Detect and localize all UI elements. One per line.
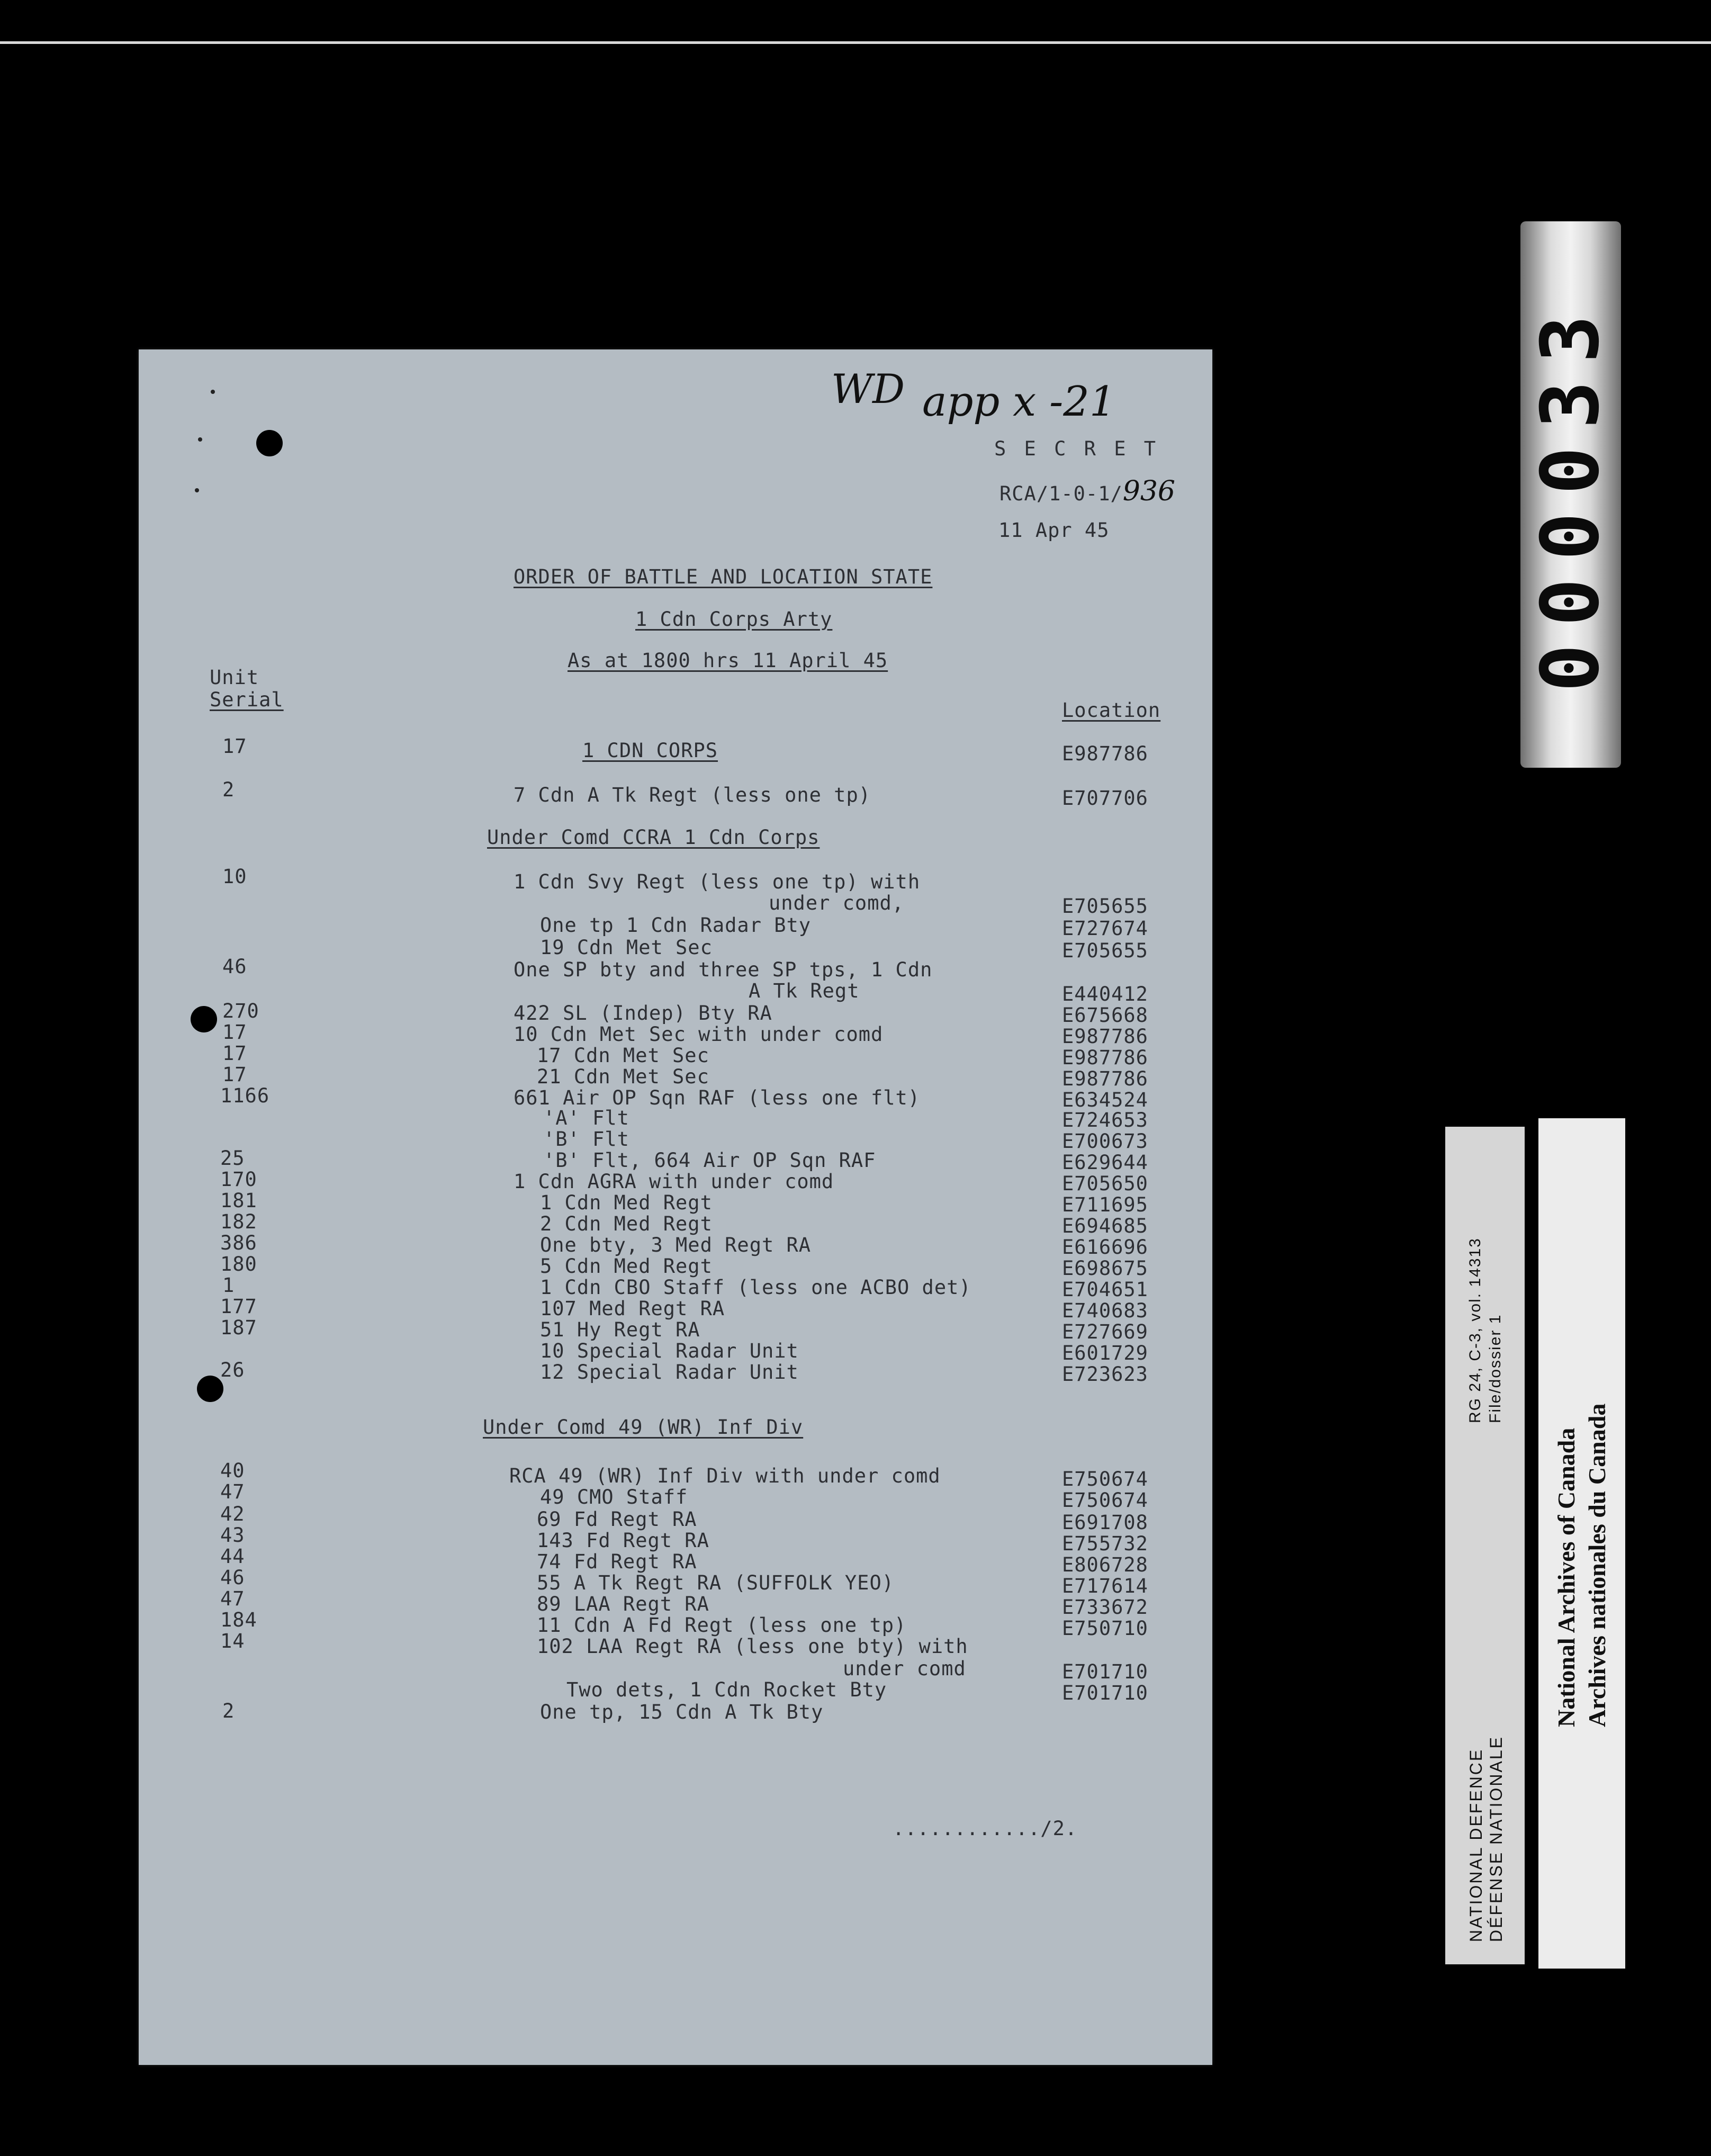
unit-cell: One SP bty and three SP tps, 1 Cdn <box>514 958 933 981</box>
unit-cell: 143 Fd Regt RA <box>537 1529 709 1552</box>
location-cell: E727669 <box>1062 1320 1148 1343</box>
reference-label-2: File/dossier 1 <box>1487 1314 1504 1423</box>
location-cell: E711695 <box>1062 1193 1148 1216</box>
document-page <box>139 349 1212 2065</box>
unit-cell: 51 Hy Regt RA <box>540 1318 700 1341</box>
department-en: NATIONAL DEFENCE <box>1466 1748 1485 1942</box>
serial-cell: 44 <box>220 1545 245 1568</box>
unit-cell: One tp 1 Cdn Radar Bty <box>540 914 812 937</box>
serial-cell: 10 <box>222 865 247 888</box>
unit-cell: 10 Cdn Met Sec with under comd <box>514 1023 884 1046</box>
serial-cell: 26 <box>220 1359 245 1381</box>
unit-cell: 'B' Flt <box>543 1128 629 1151</box>
file-reference <box>999 475 1175 507</box>
punch-hole <box>197 1376 223 1402</box>
serial-cell: 170 <box>220 1168 257 1191</box>
serial-cell: 46 <box>220 1566 245 1589</box>
unit-cell: 1 Cdn Svy Regt (less one tp) with <box>514 870 921 893</box>
unit-cell: 49 CMO Staff <box>540 1486 688 1508</box>
location-heading: Location <box>1062 699 1161 722</box>
serial-cell: 14 <box>220 1630 245 1652</box>
location-cell: E733672 <box>1062 1596 1148 1619</box>
institution-en: National Archives of Canada <box>1553 1427 1580 1727</box>
location-cell: E987786 <box>1062 1025 1148 1048</box>
serial-cell: 184 <box>220 1609 257 1631</box>
title-line-3: As at 1800 hrs 11 April 45 <box>568 649 888 672</box>
location-cell: E694685 <box>1062 1215 1148 1237</box>
location-cell: E629644 <box>1062 1151 1148 1174</box>
institution-fr: Archives nationales du Canada <box>1583 1403 1610 1727</box>
location-cell: E675668 <box>1062 1004 1148 1027</box>
serial-cell: 187 <box>220 1316 257 1339</box>
department-label <box>1445 1127 1525 1964</box>
unit-cell: 1 Cdn Med Regt <box>540 1191 713 1214</box>
unit-cell: Two dets, 1 Cdn Rocket Bty <box>566 1678 887 1701</box>
location-cell: E704651 <box>1062 1278 1148 1301</box>
fleck <box>211 390 215 394</box>
location-cell: E440412 <box>1062 983 1148 1005</box>
location-cell: E705650 <box>1062 1172 1148 1195</box>
unit-cell: 89 LAA Regt RA <box>537 1593 709 1615</box>
serial-cell: 2 <box>222 1700 235 1722</box>
handwritten-wd: WD <box>831 365 905 412</box>
location-cell: E705655 <box>1062 939 1148 962</box>
location-cell: E707706 <box>1062 787 1148 810</box>
location-cell: E740683 <box>1062 1299 1148 1322</box>
serial-cell: 17 <box>222 1063 247 1086</box>
title-line-1: ORDER OF BATTLE AND LOCATION STATE <box>514 565 933 588</box>
unit-cell: 21 Cdn Met Sec <box>537 1065 709 1088</box>
unit-cell: 69 Fd Regt RA <box>537 1508 697 1531</box>
serial-cell: 17 <box>222 735 247 758</box>
fleck <box>198 437 202 442</box>
document-date: 11 Apr 45 <box>998 519 1110 542</box>
serial-cell: 43 <box>220 1524 245 1547</box>
unit-serial-heading-2: Serial <box>210 688 284 711</box>
classification: S E C R E T <box>994 437 1159 460</box>
unit-cell: under comd <box>843 1657 966 1680</box>
frame-number-stamp <box>1520 221 1621 768</box>
location-cell: E601729 <box>1062 1342 1148 1364</box>
serial-cell: 17 <box>222 1042 247 1065</box>
serial-cell: 1 <box>222 1274 235 1297</box>
location-cell: E750674 <box>1062 1468 1148 1490</box>
unit-cell: 661 Air OP Sqn RAF (less one flt) <box>514 1086 921 1109</box>
unit-cell: One bty, 3 Med Regt RA <box>540 1234 812 1256</box>
location-cell: E724653 <box>1062 1109 1148 1131</box>
unit-serial-heading-1: Unit <box>210 666 259 689</box>
unit-cell: 10 Special Radar Unit <box>540 1340 799 1362</box>
department-fr: DÉFENSE NATIONALE <box>1487 1735 1506 1942</box>
unit-cell: 102 LAA Regt RA (less one bty) with <box>537 1635 968 1658</box>
location-cell: E755732 <box>1062 1532 1148 1555</box>
institution-label <box>1538 1118 1625 1969</box>
file-ref-typed: RCA/1-0-1/ <box>999 482 1123 505</box>
unit-cell: 2 Cdn Med Regt <box>540 1212 713 1235</box>
serial-cell: 182 <box>220 1210 257 1233</box>
unit-cell: under comd, <box>769 892 905 914</box>
unit-cell: 1 Cdn CBO Staff (less one ACBO det) <box>540 1276 971 1299</box>
location-cell: E987786 <box>1062 1067 1148 1090</box>
location-cell: E616696 <box>1062 1236 1148 1259</box>
serial-cell: 1166 <box>220 1084 270 1107</box>
frame-number: 000033 <box>1525 297 1617 692</box>
serial-cell: 47 <box>220 1480 245 1503</box>
serial-cell: 17 <box>222 1021 247 1044</box>
serial-cell: 25 <box>220 1147 245 1170</box>
serial-cell: 46 <box>222 955 247 978</box>
punch-hole <box>191 1006 217 1032</box>
serial-cell: 2 <box>222 778 235 801</box>
serial-cell: 40 <box>220 1459 245 1482</box>
location-cell: E750674 <box>1062 1489 1148 1512</box>
location-cell: E806728 <box>1062 1553 1148 1576</box>
location-cell: E727674 <box>1062 917 1148 940</box>
top-border-rule <box>0 41 1711 44</box>
location-cell: E634524 <box>1062 1089 1148 1111</box>
file-ref-handwritten: 936 <box>1122 475 1176 507</box>
unit-cell: One tp, 15 Cdn A Tk Bty <box>540 1701 824 1723</box>
serial-cell: 177 <box>220 1295 257 1318</box>
serial-cell: 386 <box>220 1232 257 1254</box>
serial-cell: 181 <box>220 1189 257 1212</box>
location-cell: E723623 <box>1062 1363 1148 1386</box>
serial-cell: 270 <box>222 1000 259 1022</box>
location-cell: E987786 <box>1062 1046 1148 1069</box>
unit-cell: 19 Cdn Met Sec <box>540 936 713 959</box>
section-heading-49-div: Under Comd 49 (WR) Inf Div <box>483 1416 804 1439</box>
unit-cell: 107 Med Regt RA <box>540 1297 725 1320</box>
location-cell: E698675 <box>1062 1257 1148 1280</box>
corps-heading: 1 CDN CORPS <box>582 739 718 762</box>
unit-cell: RCA 49 (WR) Inf Div with under comd <box>509 1465 941 1487</box>
reference-label: RG 24, C-3, vol. 14313 <box>1466 1237 1484 1423</box>
fleck <box>195 488 199 492</box>
unit-cell: 7 Cdn A Tk Regt (less one tp) <box>514 784 871 806</box>
section-heading-ccra: Under Comd CCRA 1 Cdn Corps <box>487 826 820 849</box>
unit-cell: 12 Special Radar Unit <box>540 1361 799 1384</box>
unit-cell: 422 SL (Indep) Bty RA <box>514 1002 772 1025</box>
location-cell: E750710 <box>1062 1617 1148 1640</box>
location-cell: E701710 <box>1062 1682 1148 1704</box>
unit-cell: 55 A Tk Regt RA (SUFFOLK YEO) <box>537 1571 895 1594</box>
location-cell: E987786 <box>1062 742 1148 765</box>
punch-hole <box>256 430 283 456</box>
title-line-2: 1 Cdn Corps Arty <box>635 608 833 631</box>
unit-cell: 17 Cdn Met Sec <box>537 1044 709 1067</box>
handwritten-appendix: app x -21 <box>922 378 1116 426</box>
location-cell: E705655 <box>1062 895 1148 918</box>
continuation-marker: ............/2. <box>893 1817 1078 1840</box>
serial-cell: 42 <box>220 1503 245 1525</box>
unit-cell: 5 Cdn Med Regt <box>540 1255 713 1278</box>
unit-cell: 'A' Flt <box>543 1107 629 1129</box>
unit-cell: 1 Cdn AGRA with under comd <box>514 1170 834 1193</box>
unit-cell: 11 Cdn A Fd Regt (less one tp) <box>537 1614 907 1637</box>
serial-cell: 180 <box>220 1253 257 1275</box>
unit-cell: A Tk Regt <box>749 980 860 1002</box>
location-cell: E701710 <box>1062 1660 1148 1683</box>
unit-cell: 74 Fd Regt RA <box>537 1550 697 1573</box>
location-cell: E717614 <box>1062 1575 1148 1597</box>
location-cell: E700673 <box>1062 1130 1148 1153</box>
location-cell: E691708 <box>1062 1511 1148 1534</box>
unit-cell: 'B' Flt, 664 Air OP Sqn RAF <box>543 1149 876 1172</box>
serial-cell: 47 <box>220 1587 245 1610</box>
